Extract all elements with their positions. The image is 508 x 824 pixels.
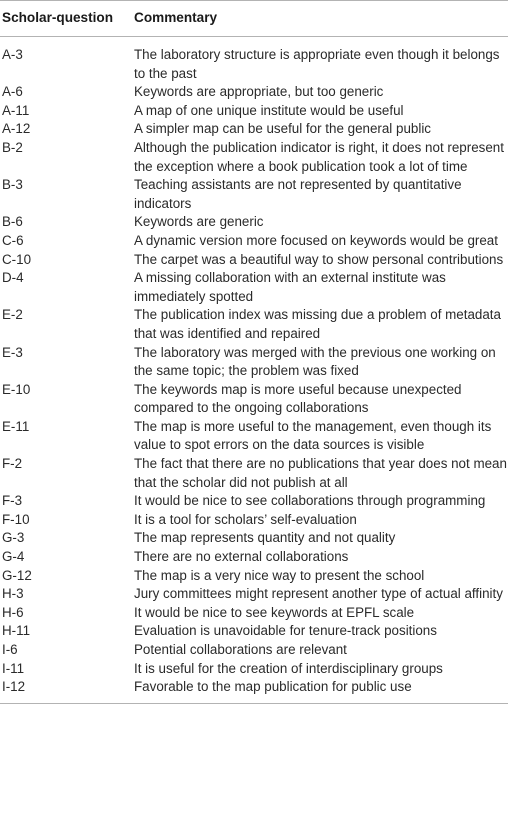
table-body	[0, 37, 508, 704]
table-row	[0, 344, 508, 381]
scholar-question-cell: G-3	[2, 530, 25, 546]
commentary-cell: It would be nice to see collaborations through programming	[134, 493, 486, 509]
commentary-cell: The keywords map is more useful because unexpected compared to the ongoing collaborations	[134, 381, 462, 416]
commentary-cell: Teaching assistants are not represented by quantitative indicators	[134, 177, 462, 211]
scholar-question-cell: G-12	[2, 567, 32, 583]
scholar-question-cell: A-11	[2, 102, 30, 118]
table-row	[0, 622, 508, 641]
commentary-cell: Favorable to the map publication for public use	[134, 678, 508, 703]
header-row	[0, 1, 508, 37]
table-header	[0, 1, 508, 37]
scholar-question-cell: E-3	[2, 344, 23, 360]
table-row	[0, 213, 508, 232]
scholar-question-cell: G-4	[2, 549, 25, 565]
table-row	[0, 306, 508, 343]
scholar-question-cell: C-6	[2, 232, 24, 248]
scholar-question-cell: C-10	[2, 251, 32, 267]
scholar-question-cell: E-10	[2, 381, 31, 397]
table-row	[0, 418, 508, 455]
table-row	[0, 269, 508, 306]
scholar-question-cell: B-6	[2, 214, 23, 230]
commentary-cell: The carpet was a beautiful way to show personal contributions	[134, 251, 504, 267]
table-row	[0, 176, 508, 213]
scholar-question-cell: D-4	[2, 270, 24, 286]
commentary-cell: Jury committees might represent another type of actual affinity	[134, 586, 503, 602]
table-row	[0, 381, 508, 418]
commentary-cell: A missing collaboration with an external institute was immediately spotted	[134, 270, 446, 304]
commentary-cell: Keywords are generic	[134, 214, 264, 230]
scholar-question-cell: A-12	[2, 121, 31, 137]
table-row	[0, 567, 508, 586]
table-row	[0, 585, 508, 604]
commentary-cell: The fact that there are no publications that year does not mean that the scholar did not publish at all	[134, 456, 507, 490]
commentary-cell: There are no external collaborations	[134, 549, 349, 565]
commentary-cell: The map is a very nice way to present the school	[134, 567, 425, 583]
commentary-cell: It would be nice to see keywords at EPFL scale	[134, 604, 415, 620]
table-row	[0, 529, 508, 548]
table-row	[0, 660, 508, 679]
commentary-cell: It is a tool for scholars’ self-evaluation	[134, 511, 357, 527]
table-row	[0, 604, 508, 623]
table-row	[0, 232, 508, 251]
commentary-cell: The publication index was missing due a problem of metadata that was identified and repaired	[134, 307, 501, 341]
scholar-question-cell: H-11	[2, 623, 31, 639]
commentary-cell: Evaluation is unavoidable for tenure-track positions	[134, 623, 437, 639]
header-commentary: Commentary	[134, 1, 508, 37]
table-row	[0, 511, 508, 530]
scholar-question-cell: I-12	[0, 678, 134, 703]
scholar-question-cell: H-6	[2, 604, 24, 620]
table-row	[0, 83, 508, 102]
commentary-cell: The map represents quantity and not quality	[134, 530, 396, 546]
scholar-question-cell: F-2	[2, 456, 23, 472]
header-scholar-question: Scholar-question	[0, 1, 134, 37]
commentary-cell: The map is more useful to the management, even though its value to spot errors on the data sources is visible	[134, 418, 492, 453]
commentary-cell: Keywords are appropriate, but too generic	[134, 84, 384, 100]
table-row	[0, 120, 508, 139]
scholar-question-cell: A-3	[2, 47, 23, 62]
table-row	[0, 548, 508, 567]
commentary-cell: Although the publication indicator is right, it does not represent the exception where a book publication took a lot of time	[134, 139, 504, 174]
commentary-cell: A map of one unique institute would be useful	[134, 102, 404, 118]
commentary-cell: It is useful for the creation of interdisciplinary groups	[134, 660, 443, 676]
table-row	[0, 37, 508, 84]
scholar-question-cell: I-11	[2, 660, 25, 676]
scholar-question-cell: B-3	[2, 177, 23, 193]
scholar-question-cell: A-6	[2, 84, 23, 100]
scholar-question-cell: E-2	[2, 307, 23, 323]
scholar-question-cell: B-2	[2, 139, 23, 155]
commentary-cell: The laboratory structure is appropriate even though it belongs to the past	[134, 47, 500, 81]
scholar-question-cell: E-11	[2, 418, 30, 434]
table-row	[0, 641, 508, 660]
table-row	[0, 492, 508, 511]
table-row	[0, 139, 508, 176]
scholar-question-cell: F-3	[2, 493, 23, 509]
commentary-cell: A simpler map can be useful for the general public	[134, 121, 431, 137]
commentary-cell: Potential collaborations are relevant	[134, 642, 347, 657]
table-row	[0, 455, 508, 492]
commentary-cell: The laboratory was merged with the previous one working on the same topic; the problem was fixed	[134, 344, 496, 379]
table-row	[0, 678, 508, 703]
scholar-question-cell: H-3	[2, 586, 24, 602]
table-row	[0, 251, 508, 270]
scholar-question-cell: I-6	[2, 642, 18, 657]
table-row	[0, 102, 508, 121]
scholar-question-cell: F-10	[2, 511, 30, 527]
commentary-cell: A dynamic version more focused on keywords would be great	[134, 232, 498, 248]
